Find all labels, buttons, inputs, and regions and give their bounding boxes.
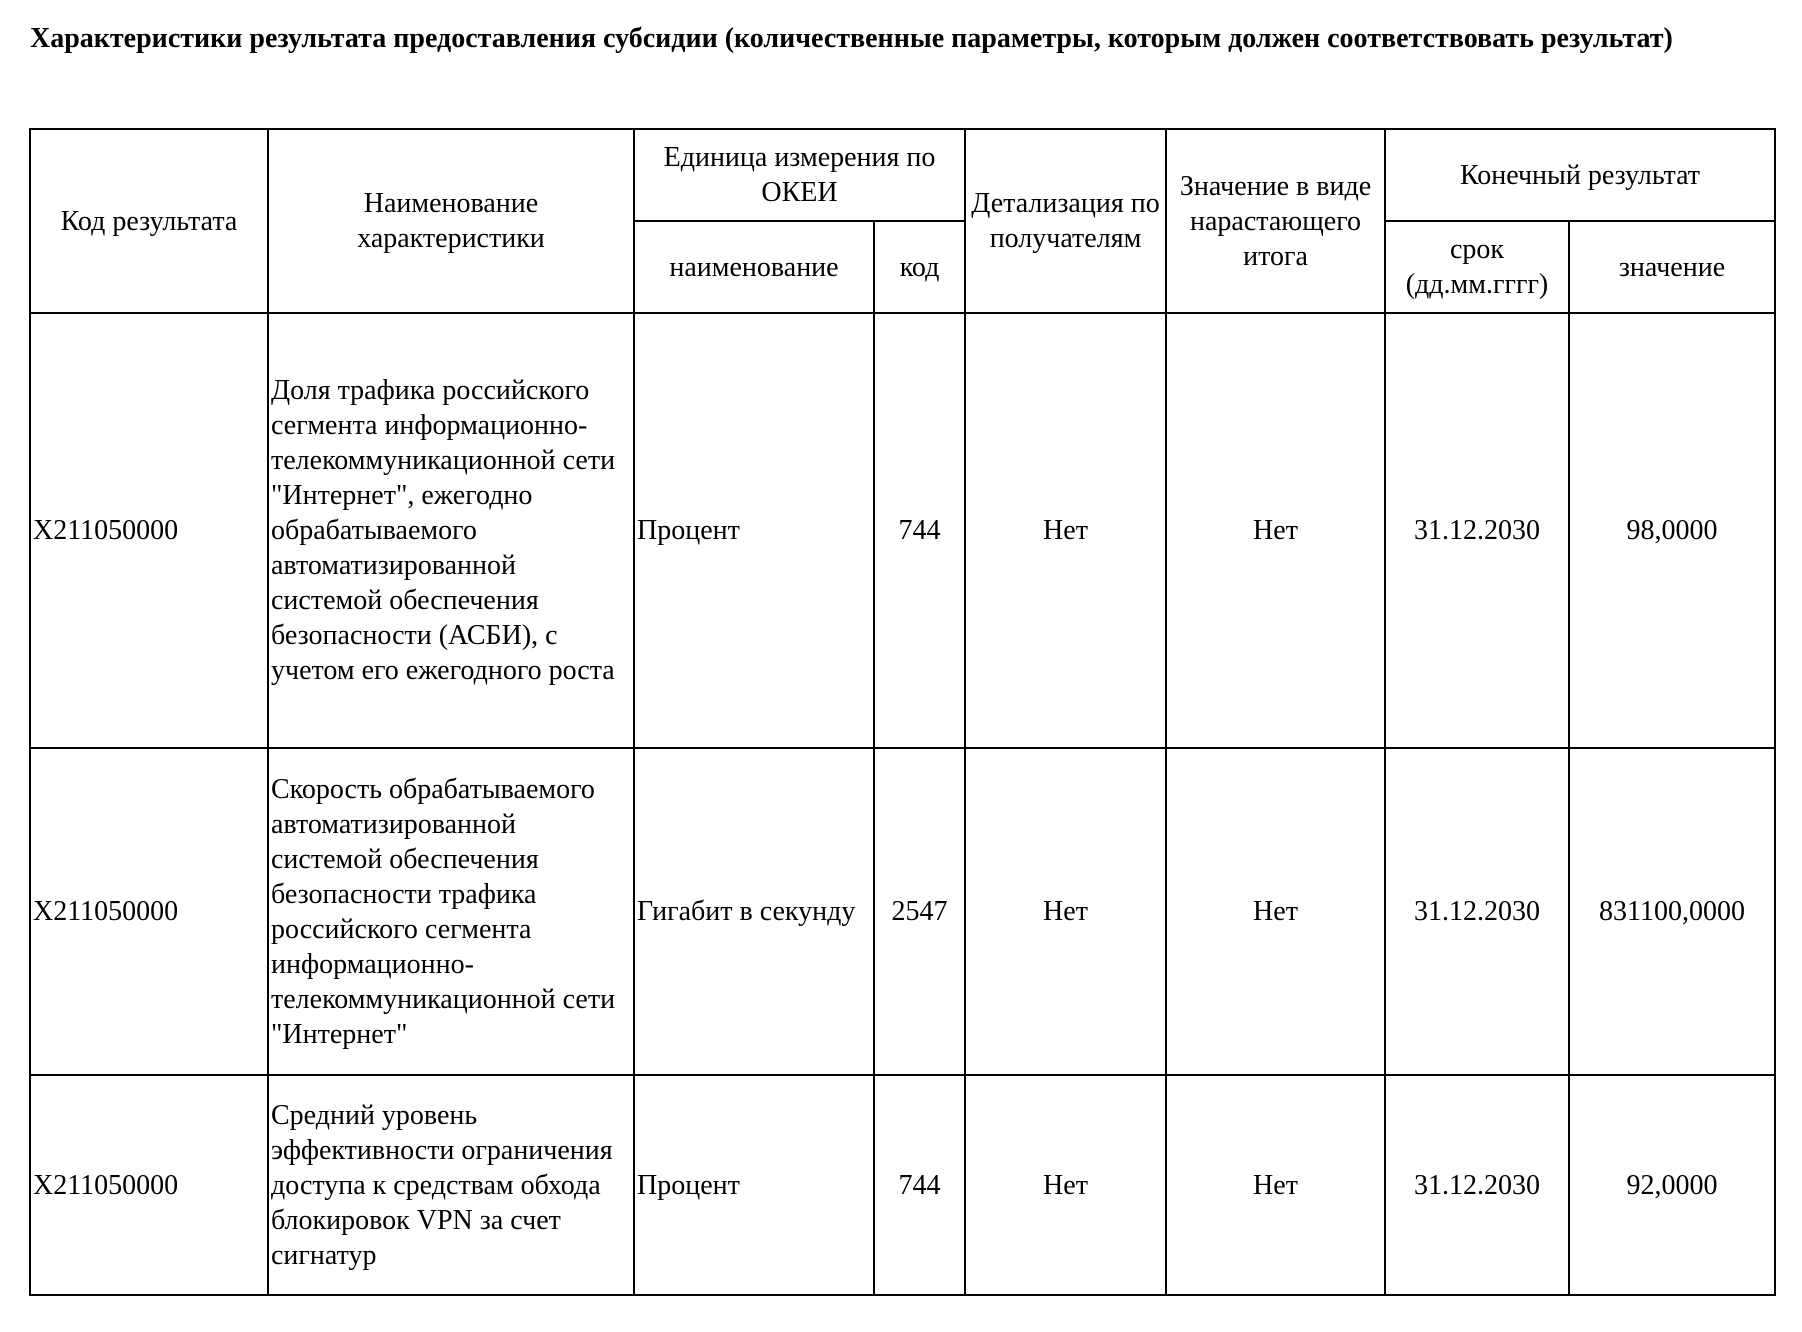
- header-characteristic-name: Наименование характеристики: [268, 129, 634, 313]
- cell-cumulative-value: Нет: [1166, 1075, 1385, 1295]
- subsidy-result-table: [29, 128, 1776, 1296]
- header-detail-by-recipients: Детализация по получателям: [965, 129, 1166, 313]
- cell-result-code: X211050000: [30, 313, 268, 748]
- header-final-result: Конечный результат: [1385, 129, 1775, 221]
- cell-unit-name: Процент: [634, 313, 874, 748]
- cell-detail-by-recipients: Нет: [965, 748, 1166, 1075]
- cell-result-code: X211050000: [30, 1075, 268, 1295]
- cell-detail-by-recipients: Нет: [965, 313, 1166, 748]
- document-title: Характеристики результата предоставления субсидии (количественные параметры, которым должен соответствовать результат): [30, 23, 1673, 54]
- cell-value: 831100,0000: [1569, 748, 1775, 1075]
- cell-deadline: 31.12.2030: [1385, 313, 1569, 748]
- cell-deadline: 31.12.2030: [1385, 748, 1569, 1075]
- cell-characteristic-name: Доля трафика российского сегмента информационно-телекоммуникационной сети "Интернет", ежегодно обрабатываемого автоматизированной системой обеспечения безопасности (АСБИ), с учетом его ежегодного роста: [268, 313, 634, 748]
- cell-result-code: X211050000: [30, 748, 268, 1075]
- cell-characteristic-name: Средний уровень эффективности ограничения доступа к средствам обхода блокировок VPN за счет сигнатур: [268, 1075, 634, 1295]
- header-result-code: Код результата: [30, 129, 268, 313]
- cell-detail-by-recipients: Нет: [965, 1075, 1166, 1295]
- cell-unit-name: Гигабит в секунду: [634, 748, 874, 1075]
- cell-deadline: 31.12.2030: [1385, 1075, 1569, 1295]
- cell-unit-code: 2547: [874, 748, 965, 1075]
- table-row: [30, 313, 1775, 748]
- header-deadline: срок (дд.мм.гггг): [1385, 221, 1569, 313]
- cell-unit-name: Процент: [634, 1075, 874, 1295]
- cell-value: 98,0000: [1569, 313, 1775, 748]
- cell-cumulative-value: Нет: [1166, 313, 1385, 748]
- table-row: [30, 748, 1775, 1075]
- header-unit-name: наименование: [634, 221, 874, 313]
- table-row: [30, 1075, 1775, 1295]
- header-unit-okei: Единица измерения по ОКЕИ: [634, 129, 965, 221]
- cell-unit-code: 744: [874, 313, 965, 748]
- cell-characteristic-name: Скорость обрабатываемого автоматизированной системой обеспечения безопасности трафика российского сегмента информационно-телекоммуникационной сети "Интернет": [268, 748, 634, 1075]
- header-unit-code: код: [874, 221, 965, 313]
- cell-unit-code: 744: [874, 1075, 965, 1295]
- cell-value: 92,0000: [1569, 1075, 1775, 1295]
- cell-cumulative-value: Нет: [1166, 748, 1385, 1075]
- header-cumulative-value: Значение в виде нарастающего итога: [1166, 129, 1385, 313]
- header-value: значение: [1569, 221, 1775, 313]
